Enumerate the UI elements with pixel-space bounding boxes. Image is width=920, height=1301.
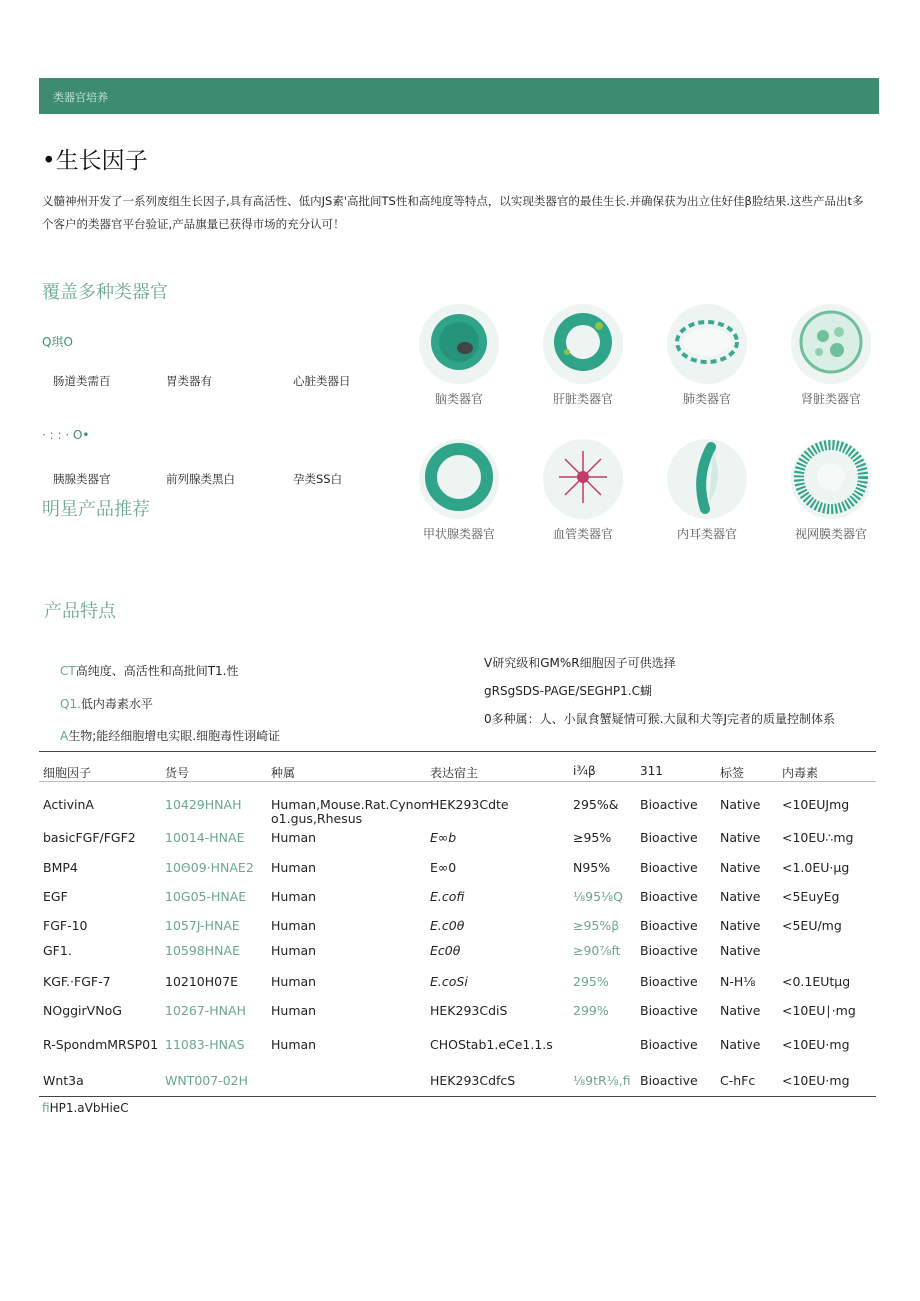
table-cell-endo: <0.1EUtμg [782, 974, 851, 989]
table-cell-species: Human [271, 889, 317, 904]
table-cell-cat: 11083-HNAS [165, 1037, 245, 1052]
feature-item: V研究级和GM%R细胞因子可供选择 [484, 656, 676, 670]
footer-text: HP1.aVbHieC [49, 1101, 129, 1115]
table-cell-activity: Bioactive [640, 1003, 698, 1018]
table-cell-activity: Bioactive [640, 889, 698, 904]
organoid-card [648, 437, 766, 557]
feature-item: 0多种属：人、小鼠食蟹疑情可猴.大鼠和犬等J完者的质量控制体系 [484, 712, 835, 726]
organ-label: 心脏类器日 [293, 374, 351, 388]
table-cell-species: Human [271, 1037, 317, 1052]
table-cell-species: Human [271, 830, 317, 845]
table-cell-purity: ≥95% [573, 830, 612, 845]
table-cell-cat: 10267-HNAH [165, 1003, 246, 1018]
table-cell-purity: 295%& [573, 797, 619, 812]
table-cell-tag: Native [720, 889, 761, 904]
feature-item [60, 695, 153, 712]
table-cell-name: Wnt3a [43, 1073, 84, 1088]
table-cell-host: E.cofi [430, 889, 465, 904]
column-header: 内毒素 [782, 766, 819, 780]
table-cell-cat: 10598HNAE [165, 943, 240, 958]
table-cell-species-cont: o1.gus,Rhesus [271, 811, 363, 826]
table-cell-species: Human,Mouse.Rat.Cynom [271, 797, 434, 812]
feature-text: 生物;能经细胞增电实眼.细胞毒性诩崎证 [68, 729, 281, 743]
organoid-card [400, 302, 518, 422]
organoid-card [648, 302, 766, 422]
organoid-caption: 肺类器官 [682, 392, 731, 406]
organ-marker-1: Q琪O [42, 335, 73, 349]
table-cell-activity: Bioactive [640, 797, 698, 812]
table-cell-host: HEK293CdfcS [430, 1073, 516, 1088]
table-top-rule [39, 751, 876, 752]
lung-organoid-icon [665, 302, 749, 386]
column-header: 细胞因子 [43, 766, 92, 780]
organoid-card [524, 302, 642, 422]
table-cell-species: Human [271, 943, 317, 958]
table-cell-cat: 10Θ09·HNAE2 [165, 860, 254, 875]
column-header: 种属 [271, 766, 296, 780]
table-cell-name: GF1. [43, 943, 72, 958]
table-cell-host: E.coSi [430, 974, 468, 989]
table-cell-tag: Native [720, 1037, 761, 1052]
table-cell-host: E∞b [430, 830, 457, 845]
table-cell-host: CHOStab1.eCe1.1.s [430, 1037, 553, 1052]
organ-label: 前列腺类黑白 [166, 472, 235, 486]
kidney-organoid-icon [789, 302, 873, 386]
organ-label: 胃类器有 [166, 374, 212, 388]
table-cell-name: ActivinA [43, 797, 94, 812]
organoid-caption: 肾脏类器官 [800, 392, 861, 406]
table-cell-tag: Native [720, 860, 761, 875]
table-cell-cat: 1057J-HNAE [165, 918, 240, 933]
feature-mark: A [60, 729, 69, 743]
table-cell-name: FGF-10 [43, 918, 88, 933]
table-cell-host: HEK293Cdte [430, 797, 509, 812]
table-cell-species: Human [271, 918, 317, 933]
table-cell-endo: <10EU∴mg [782, 830, 854, 845]
table-cell-name: NOggirVNoG [43, 1003, 122, 1018]
table-cell-activity: Bioactive [640, 974, 698, 989]
vessel-organoid-icon [541, 437, 625, 521]
table-cell-cat: 10210H07E [165, 974, 238, 989]
section-banner [39, 78, 879, 114]
thyroid-organoid-icon [417, 437, 501, 521]
table-cell-endo: <5EuyEg [782, 889, 840, 904]
column-header: 表达宿主 [430, 766, 479, 780]
organ-label: 胰腺类器官 [53, 472, 111, 486]
banner-text: 类器官培养 [53, 91, 108, 104]
table-cell-tag: Native [720, 1003, 761, 1018]
intro-paragraph [42, 190, 882, 236]
table-cell-cat: 10429HNAH [165, 797, 242, 812]
table-header-rule [39, 781, 876, 782]
table-cell-purity: ≥90⅞ft [573, 943, 621, 958]
table-cell-endo: <10EU·mg [782, 1073, 850, 1088]
table-cell-host: HEK293CdiS [430, 1003, 508, 1018]
table-cell-tag: Native [720, 918, 761, 933]
feature-text: 高纯度、高活性和高批间T1.性 [75, 664, 239, 678]
table-cell-purity: 299% [573, 1003, 609, 1018]
organoid-card [772, 302, 890, 422]
features-heading: 产品特点 [44, 601, 116, 622]
feature-mark: Q1. [60, 697, 81, 711]
retina-organoid-icon [789, 437, 873, 521]
table-cell-endo: <10EU∣·mg [782, 1003, 856, 1018]
table-cell-activity: Bioactive [640, 1037, 698, 1052]
table-cell-tag: Native [720, 943, 761, 958]
organoid-caption: 内耳类器官 [676, 527, 737, 541]
organoid-card [400, 437, 518, 557]
organoid-card [772, 437, 890, 557]
table-cell-activity: Bioactive [640, 918, 698, 933]
table-cell-endo: <10EUJmg [782, 797, 850, 812]
column-header: 标签 [720, 766, 745, 780]
intro-line: 义髓神州开发了一系列废组生长因子,具有高活性、低内JS素'高批间TS性和高纯度等特点，以实现类器官的最佳生长.并确保获为出立住好佳β脸结果.这些产品出t多 [42, 194, 864, 208]
organ-label: 肠道类需百 [53, 374, 111, 388]
column-header: 311 [640, 764, 663, 778]
table-cell-activity: Bioactive [640, 860, 698, 875]
organ-section-heading: 覆盖多种类器官 [42, 282, 168, 303]
organoid-caption: 视网膜类器官 [794, 527, 867, 541]
feature-mark: CT [60, 664, 76, 678]
table-cell-host: Ec0θ [430, 943, 461, 958]
table-cell-name: basicFGF/FGF2 [43, 830, 136, 845]
table-cell-activity: Bioactive [640, 943, 698, 958]
table-cell-host: E∞0 [430, 860, 457, 875]
organ-label: 孕类SS白 [293, 472, 343, 486]
table-cell-host: E.c0θ [430, 918, 465, 933]
column-header: i¾β [573, 764, 596, 778]
inner-ear-organoid-icon [665, 437, 749, 521]
table-cell-tag: Native [720, 830, 761, 845]
organ-marker-2: · : : · O• [42, 428, 90, 442]
table-cell-species: Human [271, 1003, 317, 1018]
feature-text: 低内毒素水平 [80, 697, 153, 711]
table-cell-purity: ≥95%β [573, 918, 620, 933]
table-cell-cat: 10G05-HNAE [165, 889, 247, 904]
organoid-caption: 血管类器官 [552, 527, 613, 541]
table-cell-cat: WNT007-02H [165, 1073, 249, 1088]
table-cell-name: R-SpondmMRSP01 [43, 1037, 159, 1052]
footer-note [42, 1101, 129, 1115]
organoid-caption: 甲状腺类器官 [422, 527, 495, 541]
brain-organoid-icon [417, 302, 501, 386]
table-cell-purity: ⅛95⅛Q [573, 889, 623, 904]
table-bottom-rule [39, 1096, 876, 1097]
feature-item [60, 662, 239, 679]
feature-item [60, 727, 280, 744]
organoid-card [524, 437, 642, 557]
star-products-heading: 明星产品推荐 [42, 499, 150, 520]
page-title: •生长因子 [42, 148, 148, 174]
liver-organoid-icon [541, 302, 625, 386]
table-cell-name: BMP4 [43, 860, 78, 875]
table-cell-name: KGF.·FGF-7 [43, 974, 111, 989]
table-cell-endo: <10EU·mg [782, 1037, 850, 1052]
table-cell-tag: N-H⅛ [720, 974, 756, 989]
table-cell-tag: Native [720, 797, 761, 812]
intro-line: 个客户的类器官平台验证,产品旗量已获得市场的充分认可！ [42, 217, 345, 231]
table-cell-purity: 295% [573, 974, 609, 989]
table-cell-name: EGF [43, 889, 68, 904]
table-cell-tag: C-hFc [720, 1073, 756, 1088]
table-cell-endo: <1.0EU·μg [782, 860, 850, 875]
table-cell-cat: 10014-HNAE [165, 830, 245, 845]
column-header: 货号 [165, 766, 190, 780]
table-cell-activity: Bioactive [640, 830, 698, 845]
table-cell-purity: ⅛9tR⅛,fi [573, 1073, 631, 1088]
organoid-caption: 肝脏类器官 [552, 392, 613, 406]
table-cell-species: Human [271, 974, 317, 989]
organoid-caption: 脑类器官 [434, 392, 483, 406]
table-cell-purity: N95% [573, 860, 611, 875]
table-cell-species: Human [271, 860, 317, 875]
feature-item: gRSgSDS-PAGE/SEGHP1.C蝴 [484, 684, 652, 698]
table-cell-activity: Bioactive [640, 1073, 698, 1088]
table-cell-endo: <5EU/mg [782, 918, 842, 933]
footer-mark: fi [42, 1101, 50, 1115]
